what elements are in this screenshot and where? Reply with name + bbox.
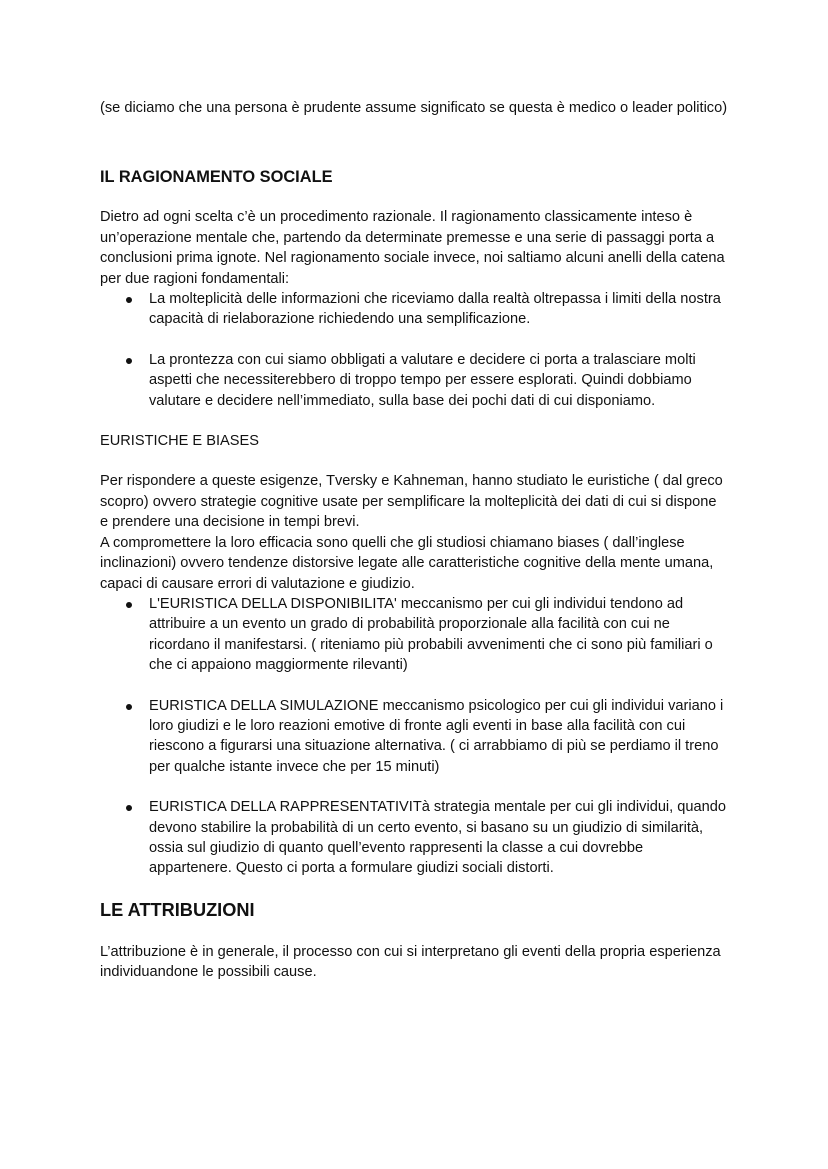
section-euristiche-biases <box>100 431 728 879</box>
paragraph-euristiche-2: A compromettere la loro efficacia sono quelli che gli studiosi chiamano biases ( dall’inglese inclinazioni) ovvero tendenze distorsive legate alle caratteristiche cognitive della mente umana, capaci di causare errori di valutazione e giudizio. <box>100 534 714 592</box>
paragraph-euristiche-1: Per rispondere a queste esigenze, Tversky e Kahneman, hanno studiato le euristiche ( dal greco scopro) ovvero strategie cognitive usate per semplificare la molteplicità dei dati di cui si dispone e prendere una decisione in tempi brevi. <box>100 473 723 531</box>
document-page <box>100 98 728 983</box>
bullet-icon <box>126 704 132 710</box>
list-item-text: L'EURISTICA DELLA DISPONIBILITA' meccanismo per cui gli individui tendono ad attribuire a un evento un grado di probabilità proporzionale alla facilità con cui ne ricordano il manifestarsi. ( riteniamo più probabili avvenimenti che ci sono più familiari o che ci appaiono maggiormente rilevanti) <box>149 595 713 674</box>
list-item <box>100 594 728 676</box>
list-item <box>100 350 728 411</box>
intro-note: (se diciamo che una persona è prudente assume significato se questa è medico o leader politico) <box>100 100 728 116</box>
list-item-text: La molteplicità delle informazioni che riceviamo dalla realtà oltrepassa i limiti della nostra capacità di rielaborazione richiedendo una semplificazione. <box>149 291 721 328</box>
list-item-text: EURISTICA DELLA SIMULAZIONE meccanismo psicologico per cui gli individui variano i loro giudizi e le loro reazioni emotive di fronte agli eventi in base alla facilità con cui riescono a figurarsi una situazione alternativa. ( ci arrabbiamo di più se perdiamo il treno per qualche istante invece che per 15 minuti) <box>149 697 724 775</box>
list-item <box>100 289 728 330</box>
section-title-attribuzioni: LE ATTRIBUZIONI <box>100 899 255 920</box>
bullet-icon <box>126 358 132 364</box>
reasons-list <box>100 289 728 411</box>
list-item <box>100 696 728 778</box>
paragraph-attribuzioni: L’attribuzione è in generale, il processo con cui si interpretano gli eventi della propria esperienza individuandone le possibili cause. <box>100 943 721 981</box>
section-title-ragionamento-sociale: IL RAGIONAMENTO SOCIALE <box>100 168 333 187</box>
section-ragionamento-sociale <box>100 167 728 411</box>
subheading-euristiche-biases: EURISTICHE E BIASES <box>100 433 259 450</box>
list-item-text: EURISTICA DELLA RAPPRESENTATIVITà strategia mentale per cui gli individui, quando devono stabilire la probabilità di un certo evento, si basano su un giudizio di similarità, ossia sul giudizio di quanto quell’evento rappresenti la classe a cui dovrebbe appartenere. Questo ci porta a formulare giudizi sociali distorti. <box>149 799 726 877</box>
list-item <box>100 797 728 879</box>
heuristics-list <box>100 594 728 879</box>
section-attribuzioni <box>100 899 728 983</box>
paragraph-ragionamento: Dietro ad ogni scelta c’è un procedimento razionale. Il ragionamento classicamente inteso è un’operazione mentale che, partendo da determinate premesse e una serie di passaggi porta a conclusioni prima ignote. Nel ragionamento sociale invece, noi saltiamo alcuni anelli della catena per due ragioni fondamentali: <box>100 209 725 287</box>
bullet-icon <box>126 805 132 811</box>
bullet-icon <box>126 602 132 608</box>
bullet-icon <box>126 297 132 303</box>
list-item-text: La prontezza con cui siamo obbligati a valutare e decidere ci porta a tralasciare molti aspetti che necessiterebbero di troppo tempo per essere esplorati. Quindi dobbiamo valutare e decidere nell’immediato, sulla base dei pochi dati di cui disponiamo. <box>149 351 696 409</box>
